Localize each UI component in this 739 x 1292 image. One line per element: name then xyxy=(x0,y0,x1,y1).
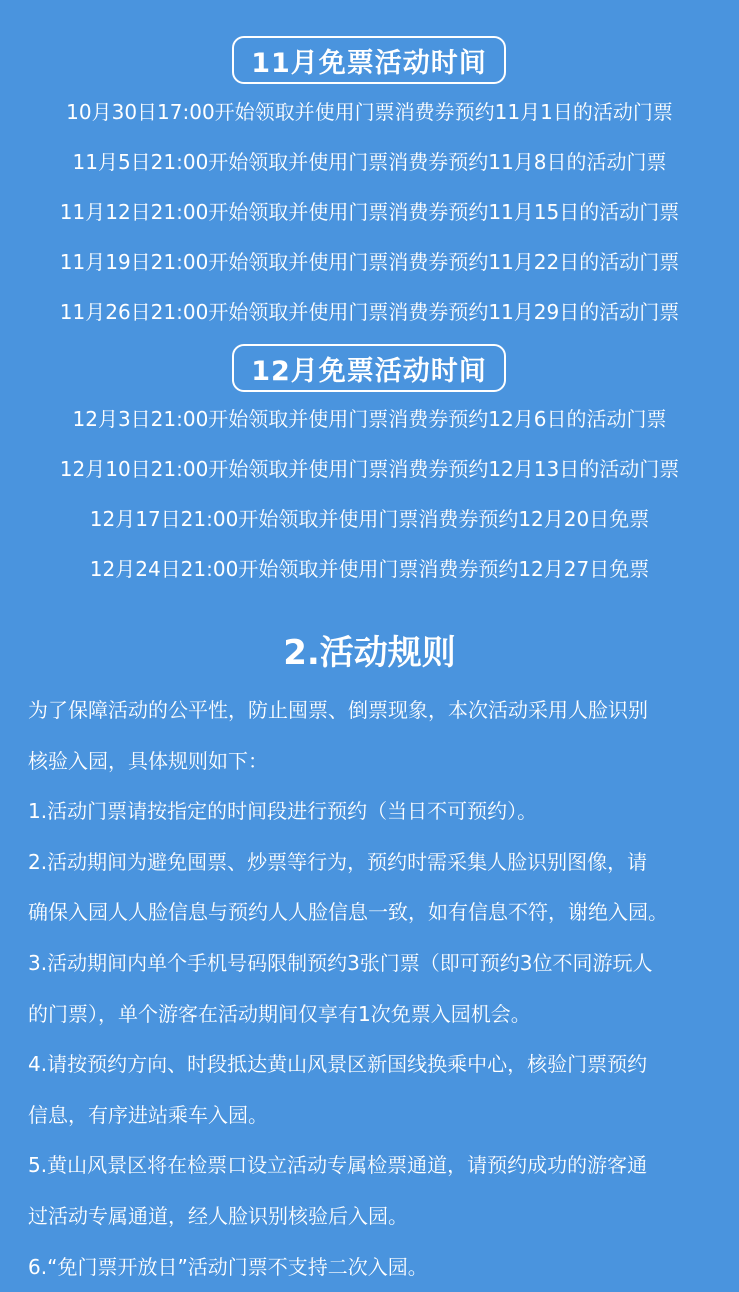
december-schedule-line: 12月10日21:00开始领取并使用门票消费券预约12月13日的活动门票 xyxy=(59,457,680,481)
november-schedule-line: 10月30日17:00开始领取并使用门票消费券预约11月1日的活动门票 xyxy=(66,100,673,124)
rules-text-line: 5.黄山风景区将在检票口设立活动专属检票通道，请预约成功的游客通 xyxy=(28,1153,648,1178)
november-schedule-line: 11月26日21:00开始领取并使用门票消费券预约11月29日的活动门票 xyxy=(59,300,680,324)
rules-text-line: 6.“免门票开放日”活动门票不支持二次入园。 xyxy=(28,1254,428,1279)
rules-body xyxy=(28,685,718,1292)
rules-text-line: 信息，有序进站乘车入园。 xyxy=(28,1102,268,1127)
november-schedule-badge xyxy=(232,36,506,84)
rules-text-line: 为了保障活动的公平性，防止囤票、倒票现象，本次活动采用人脸识别 xyxy=(28,698,648,722)
december-schedule-title: 12月免票活动时间 xyxy=(251,355,487,387)
november-schedule-title: 11月免票活动时间 xyxy=(251,47,487,79)
rules-section-title: 2.活动规则 xyxy=(283,633,456,673)
rules-text-line: 确保入园人人脸信息与预约人人脸信息一致，如有信息不符，谢绝入园。 xyxy=(28,900,668,925)
december-schedule-line: 12月24日21:00开始领取并使用门票消费券预约12月27日免票 xyxy=(89,557,650,581)
rules-text-line: 的门票），单个游客在活动期间仅享有1次免票入园机会。 xyxy=(28,1001,531,1026)
november-schedule-line: 11月19日21:00开始领取并使用门票消费券预约11月22日的活动门票 xyxy=(59,250,680,274)
december-schedule-badge xyxy=(232,344,506,392)
rules-text-line: 过活动专属通道，经人脸识别核验后入园。 xyxy=(28,1203,408,1228)
november-schedule-line: 11月12日21:00开始领取并使用门票消费券预约11月15日的活动门票 xyxy=(59,200,680,224)
december-schedule-line: 12月3日21:00开始领取并使用门票消费券预约12月6日的活动门票 xyxy=(72,407,667,431)
rules-text-line: 2.活动期间为避免囤票、炒票等行为，预约时需采集人脸识别图像，请 xyxy=(28,849,648,874)
rules-text-line: 4.请按预约方向、时段抵达黄山风景区新国线换乘中心，核验门票预约 xyxy=(28,1052,648,1077)
rules-text-line: 3.活动期间内单个手机号码限制预约3张门票（即可预约3位不同游玩人 xyxy=(28,950,653,975)
rules-text-line: 核验入园，具体规则如下： xyxy=(28,748,268,773)
december-schedule-line: 12月17日21:00开始领取并使用门票消费券预约12月20日免票 xyxy=(89,507,650,531)
rules-text-line: 1.活动门票请按指定的时间段进行预约（当日不可预约）。 xyxy=(28,799,538,824)
november-schedule-line: 11月5日21:00开始领取并使用门票消费券预约11月8日的活动门票 xyxy=(72,150,667,174)
